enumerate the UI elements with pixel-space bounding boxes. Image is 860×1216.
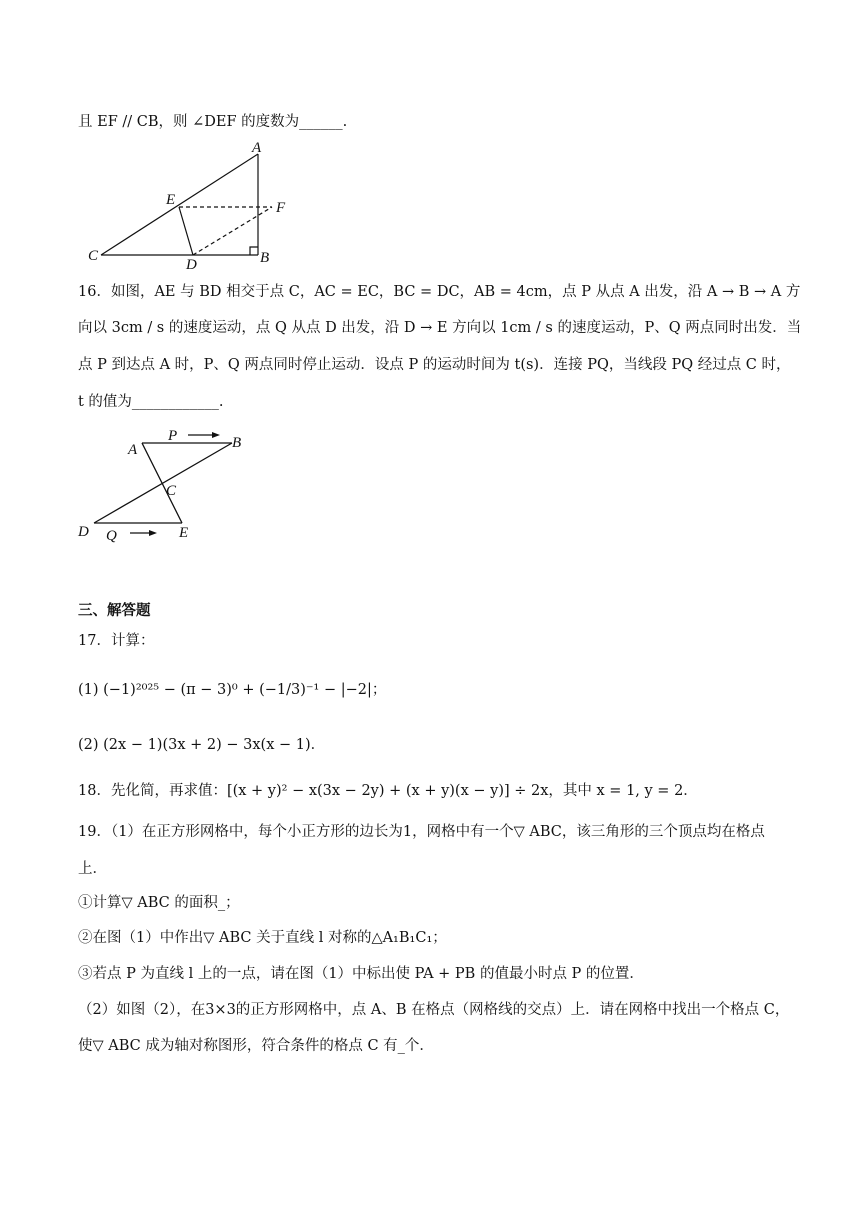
q17-part-1: (1) (−1)²⁰²⁵ − (π − 3)⁰ + (−1/3)⁻¹ − |−2|； — [78, 682, 387, 698]
label-b: B — [260, 250, 270, 266]
label-c: C — [166, 483, 177, 499]
q19-item-1: ①计算▽ ABC 的面积_； — [78, 895, 240, 911]
q15-text: 且 EF // CB，则 ∠DEF 的度数为______. — [78, 114, 348, 130]
q16-line-2: 向以 3cm / s 的速度运动，点 Q 从点 D 出发，沿 D → E 方向以 1cm / s 的速度运动，P、Q 两点同时出发．当 — [78, 320, 802, 336]
label-f: F — [276, 200, 286, 216]
label-q: Q — [106, 528, 117, 544]
label-a: A — [252, 140, 262, 156]
q17-title: 17．计算： — [78, 633, 155, 649]
label-d: D — [186, 257, 197, 270]
label-b: B — [232, 435, 242, 451]
label-e: E — [166, 192, 176, 208]
q19-line-1: 19．（1）在正方形网格中，每个小正方形的边长为1，网格中有一个▽ ABC，该三角形的三个顶点均在格点 — [78, 824, 765, 840]
q18-text: 18．先化简，再求值：[(x + y)² − x(3x − 2y) + (x + y)(x − y)] ÷ 2x，其中 x = 1, y = 2． — [78, 783, 698, 799]
q19-item-2: ②在图（1）中作出▽ ABC 关于直线 l 对称的△A₁B₁C₁； — [78, 930, 447, 946]
label-c: C — [88, 248, 99, 264]
segment-bd — [94, 443, 232, 523]
line-ed — [179, 207, 193, 255]
q16-line-4: t 的值为____________. — [78, 394, 224, 410]
section-heading: 三、解答题 — [78, 602, 151, 619]
q19-part2-line-1: （2）如图（2），在3×3的正方形网格中，点 A、B 在格点（网格线的交点）上．请在网格中找出一个格点 C， — [78, 1002, 790, 1018]
figure-15 — [80, 136, 310, 270]
line-ca — [101, 154, 258, 255]
arrow-p-head — [212, 432, 220, 438]
label-e: E — [179, 525, 189, 541]
q19-part2-line-2: 使▽ ABC 成为轴对称图形，符合条件的格点 C 有_个． — [78, 1038, 434, 1054]
q19-item-3: ③若点 P 为直线 l 上的一点，请在图（1）中标出使 PA + PB 的值最小时点 P 的位置． — [78, 966, 644, 982]
line-df — [193, 207, 272, 255]
q17-part-2: (2) (2x − 1)(3x + 2) − 3x(x − 1)． — [78, 737, 326, 753]
arrow-q-head — [149, 530, 157, 536]
q19-line-2: 上． — [78, 861, 107, 877]
figure-16 — [72, 424, 262, 548]
right-angle-mark — [250, 247, 258, 255]
label-a: A — [128, 442, 138, 458]
label-d: D — [78, 524, 89, 540]
label-p: P — [168, 428, 178, 444]
q16-line-3: 点 P 到达点 A 时，P、Q 两点同时停止运动．设点 P 的运动时间为 t(s)．连接 PQ，当线段 PQ 经过点 C 时， — [78, 357, 791, 373]
q16-line-1: 16．如图，AE 与 BD 相交于点 C，AC = EC，BC = DC，AB = 4cm，点 P 从点 A 出发，沿 A → B → A 方 — [78, 284, 801, 300]
